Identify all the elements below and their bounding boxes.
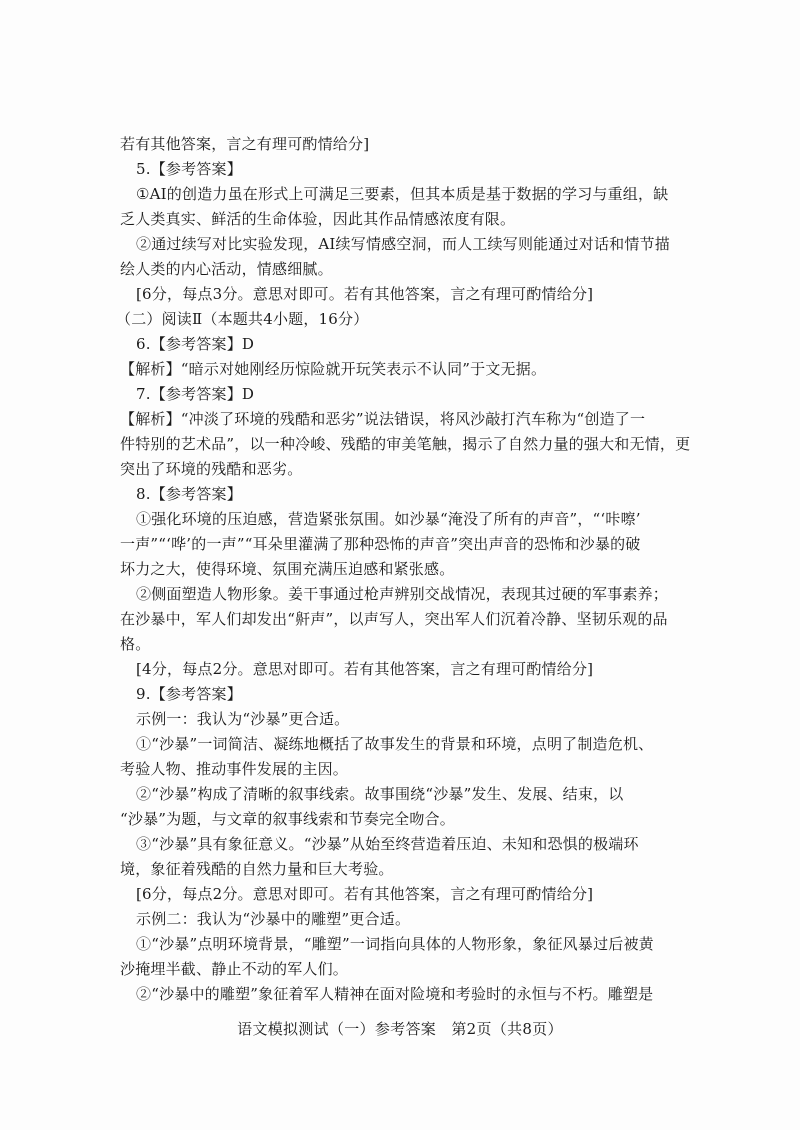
text-line: “沙暴”为题，与文章的叙事线索和节奏完全吻合。 [120,810,455,828]
text-line: ②侧面塑造人物形象。姜干事通过枪声辨别交战情况，表现其过硬的军事素养； [136,585,669,603]
text-line: 格。 [120,635,151,653]
text-line: 【解析】“暗示对她刚经历惊险就开玩笑表示不认同”于文无据。 [120,360,547,378]
answer-key-body [116,132,691,1007]
text-line: 一声”“‘哗’的一声”“耳朵里灌满了那种恐怖的声音”突出声音的恐怖和沙暴的破 [120,535,641,553]
text-line: 5.【参考答案】 [136,160,242,178]
text-line: 境，象征着残酷的自然力量和巨大考验。 [120,860,394,878]
text-line: ③“沙暴”具有象征意义。“沙暴”从始至终营造着压迫、未知和恐惧的极端环 [136,835,639,853]
text-line: 7.【参考答案】D [136,385,255,403]
text-line: 件特别的艺术品”，以一种冷峻、残酷的审美笔触，揭示了自然力量的强大和无情，更 [120,435,691,453]
text-line: 坏力之大，使得环境、氛围充满压迫感和紧张感。 [120,560,455,578]
text-line: 9.【参考答案】 [136,685,242,703]
page-footer: 语文模拟测试（一）参考答案 第2页（共8页） [237,1020,563,1038]
text-line: ①强化环境的压迫感，营造紧张氛围。如沙暴“淹没了所有的声音”，“‘咔嚓’ [136,510,641,528]
text-line: 沙掩埋半截、静止不动的军人们。 [120,960,349,978]
text-line: ②“沙暴”构成了清晰的叙事线索。故事围绕“沙暴”发生、发展、结束，以 [136,785,624,803]
text-line: 在沙暴中，军人们却发出“鼾声”，以声写人，突出军人们沉着冷静、坚韧乐观的品 [120,610,668,628]
text-line: 8.【参考答案】 [136,485,242,503]
text-line: ②“沙暴中的雕塑”象征着军人精神在面对险境和考验时的永恒与不朽。雕塑是 [136,985,654,1003]
text-line: 示例二：我认为“沙暴中的雕塑”更合适。 [136,910,411,928]
text-line: 考验人物、推动事件发展的主因。 [120,760,349,778]
text-line: ②通过续写对比实验发现，AI续写情感空洞，而人工续写则能通过对话和情节描 [136,235,670,253]
text-line: 乏人类真实、鲜活的生命体验，因此其作品情感浓度有限。 [120,210,516,228]
text-line: 若有其他答案，言之有理可酌情给分] [120,135,370,153]
text-line: 绘人类的内心活动，情感细腻。 [120,260,333,278]
text-line: ①“沙暴”点明环境背景，“雕塑”一词指向具体的人物形象，象征风暴过后被黄 [136,935,654,953]
text-line: ①“沙暴”一词简洁、凝练地概括了故事发生的背景和环境，点明了制造危机、 [136,735,654,753]
text-line: [6分，每点2分。意思对即可。若有其他答案，言之有理可酌情给分] [136,885,594,903]
text-line: 示例一：我认为“沙暴”更合适。 [136,710,350,728]
text-line: 6.【参考答案】D [136,335,255,353]
text-line: （二）阅读Ⅱ（本题共4小题，16分） [116,310,369,328]
text-line: [6分，每点3分。意思对即可。若有其他答案，言之有理可酌情给分] [136,285,594,303]
text-line: [4分，每点2分。意思对即可。若有其他答案，言之有理可酌情给分] [136,660,594,678]
text-line: ①AI的创造力虽在形式上可满足三要素，但其本质是基于数据的学习与重组，缺 [136,185,669,203]
text-line: 突出了环境的残酷和恶劣。 [120,460,303,478]
text-line: 【解析】“冲淡了环境的残酷和恶劣”说法错误，将风沙敲打汽车称为“创造了一 [120,410,646,428]
